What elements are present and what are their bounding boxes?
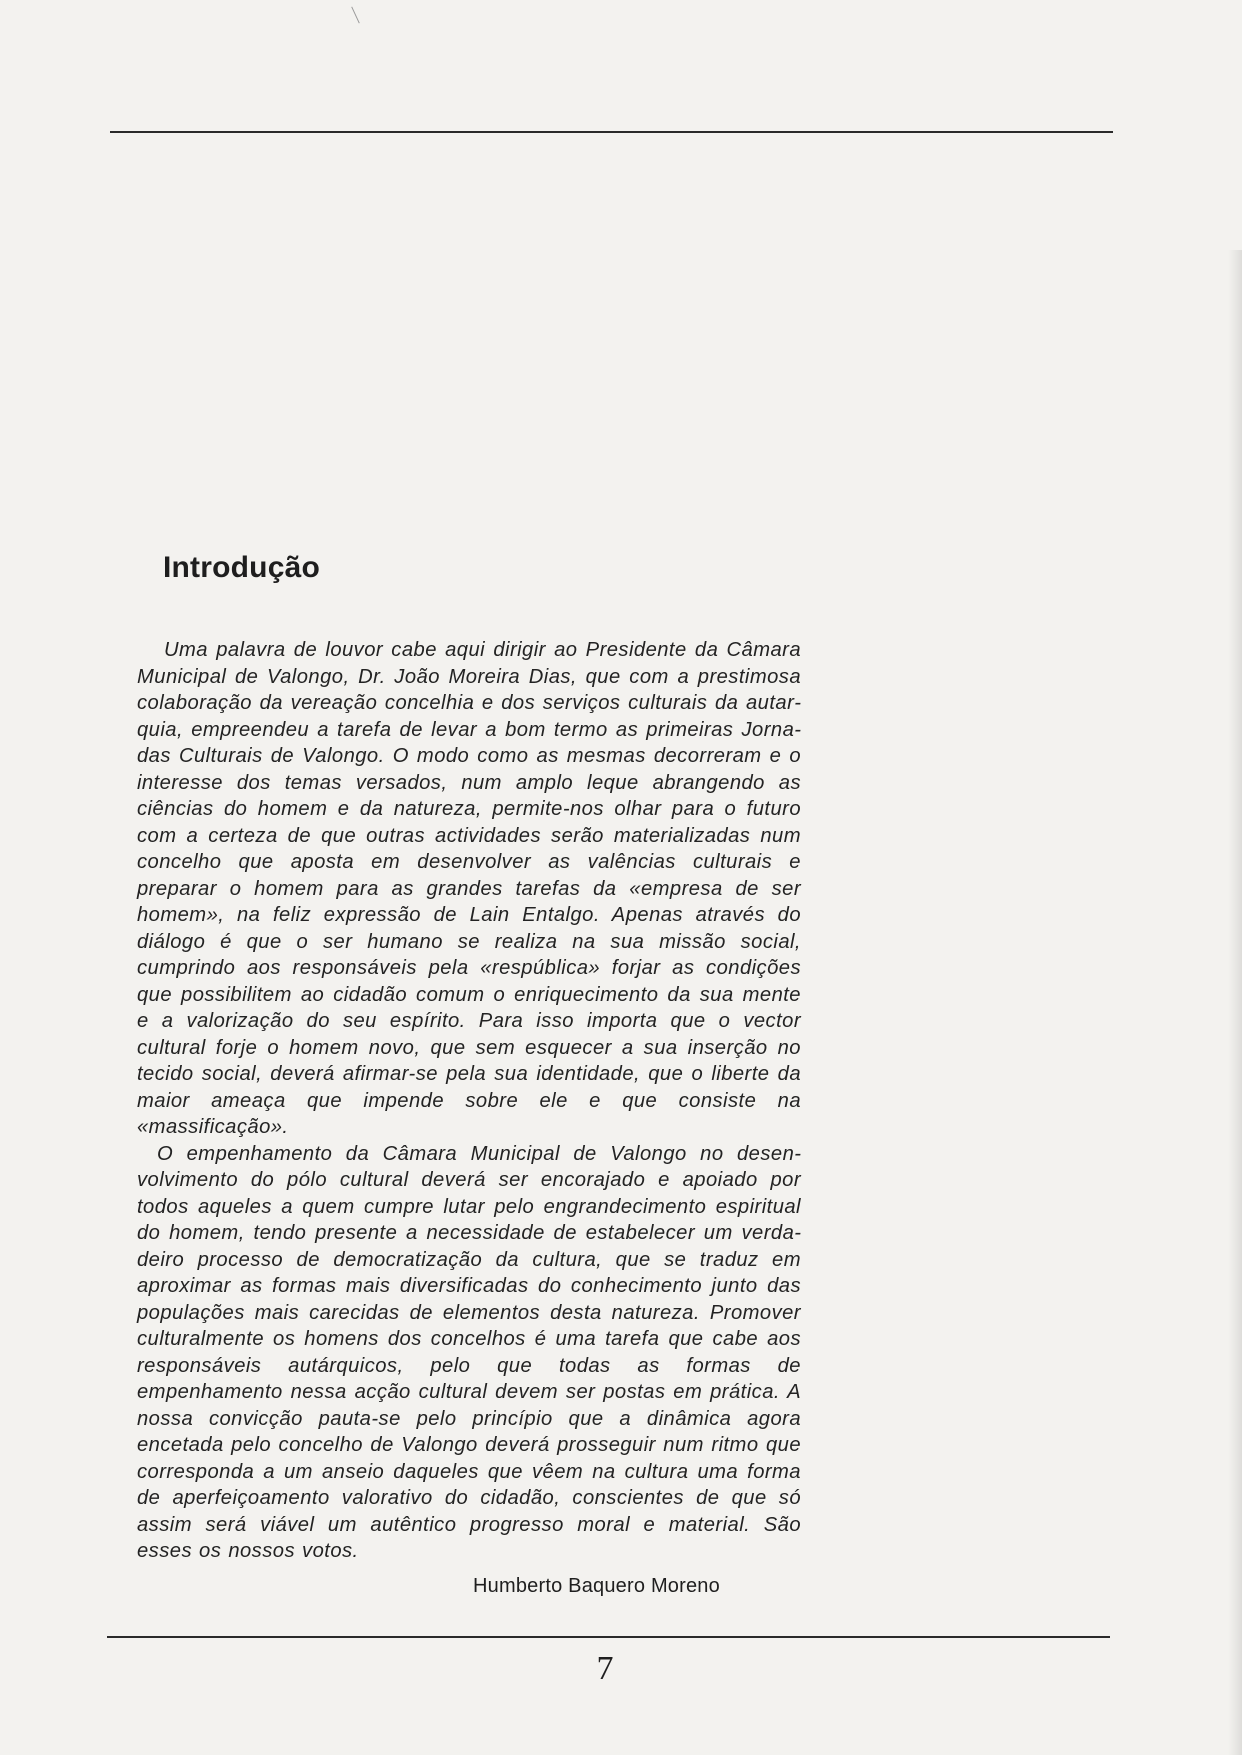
scan-mark: [351, 7, 360, 24]
paragraph-2: O empenhamento da Câmara Municipal de Valongo no desenvolvimento do pólo cultural deverá ser encorajado e apoiado por todos aqueles a quem cumpre lutar pelo engrandecimento espiritual do homem, tendo presente a necessidade de estabelecer um verdadeiro processo de democratização da cultura, que se traduz em aproximar as formas mais diversificadas do conhecimento junto das populações mais carecidas de elementos desta natureza. Promover culturalmente os homens dos concelhos é uma tarefa que cabe aos responsáveis autárquicos, pelo que todas as formas de empenhamento nessa acção cultural devem ser postas em prática. A nossa convicção pauta-se pelo princípio que a dinâmica agora encetada pelo concelho de Valongo deverá prosseguir num ritmo que corresponda a um anseio daqueles que vêem na cultura uma forma de aperfeiçoamento valorativo do cidadão, conscientes de que só assim será viável um autêntico progresso moral e material. São esses os nossos votos.: [137, 1142, 801, 1562]
page-edge-shadow: [1228, 250, 1242, 1755]
paragraph-1: Uma palavra de louvor cabe aqui dirigir ao Presidente da Câmara Municipal de Valongo, Dr. João Moreira Dias, que com a prestimosa colaboração da vereação concelhia e dos serviços culturais da autarquia, empreendeu a tarefa de levar a bom termo as primeiras Jornadas Culturais de Valongo. O modo como as mesmas decorreram e o interesse dos temas versados, num amplo leque abrangendo as ciências do homem e da natureza, permite-nos olhar para o futuro com a certeza de que outras actividades serão materializadas num concelho que aposta em desenvolver as valências culturais e preparar o homem para as grandes tarefas da «empresa de ser homem», na feliz expressão de Lain Entalgo. Apenas através do diálogo é que o ser humano se realiza na sua missão social, cumprindo aos responsáveis pela «respública» forjar as condições que possibilitem ao cidadão comum o enriquecimento da sua mente e a valorização do seu espírito. Para isso importa que o vector cultural forje o homem novo, que sem esquecer a sua inserção no tecido social, deverá afirmar-se pela sua identidade, que o liberte da maior ameaça que impende sobre ele e que consiste na «massificação».: [137, 639, 801, 1138]
bottom-rule: [107, 1636, 1110, 1638]
body-text: [137, 637, 801, 1565]
page-number: 7: [596, 1650, 614, 1687]
author-signature: Humberto Baquero Moreno: [473, 1575, 720, 1597]
page-title: Introdução: [163, 551, 320, 584]
top-rule: [110, 131, 1113, 133]
